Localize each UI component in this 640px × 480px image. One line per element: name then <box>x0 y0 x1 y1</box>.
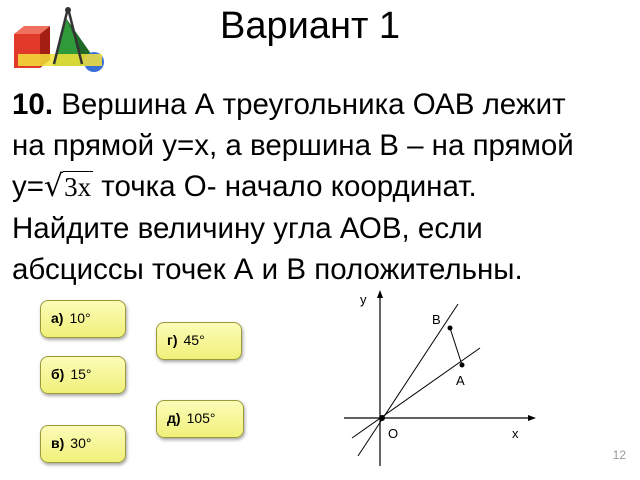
answer-letter: д) <box>167 410 181 426</box>
problem-line-3 <box>12 166 636 208</box>
geometry-logo-icon <box>8 4 108 78</box>
answer-letter: г) <box>167 332 178 348</box>
answer-letter: а) <box>51 310 64 326</box>
x-axis-label: х <box>512 426 519 441</box>
point-o <box>379 415 385 421</box>
answer-letter: в) <box>51 435 65 451</box>
answer-value: 45° <box>183 332 205 348</box>
problem-line-1-text: Вершина А треугольника ОАВ лежит <box>53 88 566 121</box>
sqrt-argument: 3x <box>64 172 92 202</box>
problem-line-2: на прямой у=х, а вершина В – на прямой <box>12 129 574 162</box>
problem-line-3-text: точка О- начало координат. <box>93 170 477 203</box>
point-a-label: А <box>456 373 465 388</box>
sqrt-expression <box>44 166 93 208</box>
answer-option-a[interactable] <box>40 300 126 338</box>
problem-number: 10. <box>12 88 54 121</box>
problem-line-1 <box>12 84 636 125</box>
y-axis-arrow-icon <box>377 290 383 298</box>
equation-prefix: у= <box>12 170 44 203</box>
answer-option-d[interactable] <box>156 400 244 438</box>
answer-value: 105° <box>186 410 216 426</box>
answer-option-v[interactable] <box>40 425 126 463</box>
coordinate-diagram <box>340 288 540 468</box>
answer-option-b[interactable] <box>40 356 126 394</box>
answer-letter: б) <box>51 366 65 382</box>
problem-line-4: Найдите величину угла АОВ, если <box>12 212 483 245</box>
slide-title: Вариант 1 <box>220 5 401 47</box>
point-b-label: В <box>432 312 441 327</box>
answer-option-g[interactable] <box>156 322 242 360</box>
page-number: 12 <box>612 448 626 462</box>
problem-text <box>12 84 636 290</box>
point-b <box>448 326 453 331</box>
origin-label: О <box>388 426 399 441</box>
answer-value: 30° <box>70 435 92 451</box>
answer-value: 10° <box>69 310 91 326</box>
answer-value: 15° <box>70 366 92 382</box>
problem-line-5: абсциссы точек А и В положительны. <box>12 253 523 286</box>
y-axis-label: у <box>360 292 367 307</box>
point-a <box>460 363 465 368</box>
x-axis-arrow-icon <box>528 415 536 421</box>
line-y-sqrt3x <box>358 304 458 456</box>
segment-ab <box>450 328 462 365</box>
radical-sign-icon: √ <box>43 169 64 204</box>
